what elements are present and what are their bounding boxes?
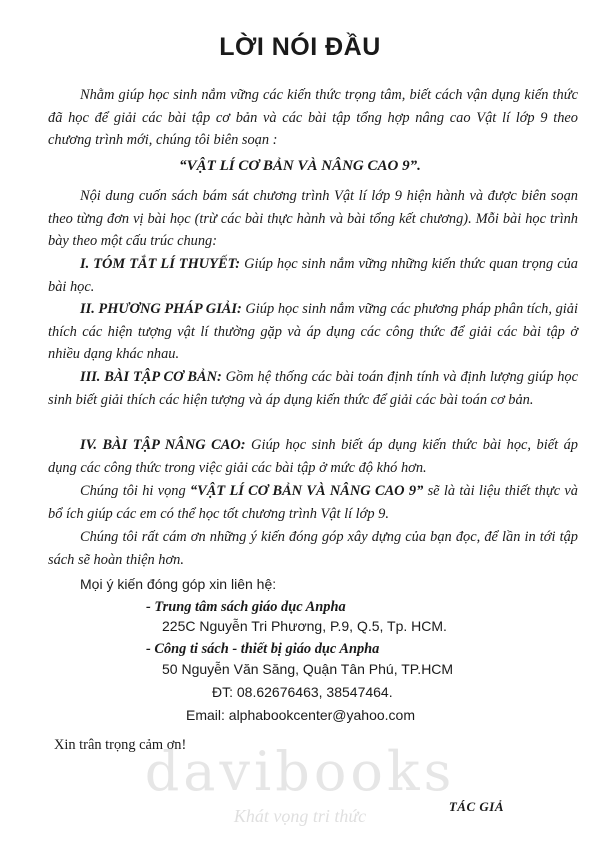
section-4-text: Giúp học sinh biết áp dụng kiến thức bài học, biết áp dụng các công thức trong việc giải các bài tập ở mức độ khó hơn.: [48, 437, 578, 476]
contact-address-1: 225C Nguyễn Tri Phương, P.9, Q.5, Tp. HCM.: [162, 618, 447, 634]
section-4-heading: IV. BÀI TẬP NÂNG CAO:: [80, 437, 246, 453]
section-1-text: Giúp học sinh nắm vững những kiến thức quan trọng của bài học.: [48, 256, 578, 295]
contact-address-2: 50 Nguyễn Văn Săng, Quận Tân Phú, TP.HCM: [162, 661, 454, 677]
section-2-heading: II. PHƯƠNG PHÁP GIẢI:: [80, 301, 242, 317]
section-2: [48, 298, 578, 366]
contact-email[interactable]: Email: alphabookcenter@yahoo.com: [186, 707, 416, 723]
author-signature: TÁC GIẢ: [448, 799, 504, 814]
contact-org-1: - Trung tâm sách giáo dục Anpha: [146, 599, 346, 615]
book-name: “VẬT LÍ CƠ BẢN VÀ NÂNG CAO 9”.: [179, 158, 421, 174]
section-2-text: Giúp học sinh nắm vững các phương pháp phân tích, giải thích các hiện tượng vật lí thường gặp và áp dụng các công thức để giải các bài tập ở nhiều dạng khác nhau.: [48, 301, 578, 362]
hope-paragraph: [48, 480, 578, 525]
section-3: [48, 366, 578, 411]
hope-text-before: Chúng tôi hi vọng: [80, 483, 190, 499]
contact-phone: ĐT: 08.62676463, 38547464.: [212, 684, 393, 700]
section-1-heading: I. TÓM TẮT LÍ THUYẾT:: [80, 256, 241, 272]
intro-paragraph: Nhằm giúp học sinh nắm vững các kiến thức trọng tâm, biết cách vận dụng kiến thức đã học để giải các bài tập cơ bản và các bài tập tổng hợp nâng cao Vật lí lớp 9 theo chương trình mới, chúng tôi biên soạn :: [48, 87, 578, 148]
contact-intro: Mọi ý kiến đóng góp xin liên hệ:: [80, 576, 277, 592]
watermark-brand: davibooks: [144, 740, 456, 803]
contact-org-2: - Công ti sách - thiết bị giáo dục Anpha: [146, 641, 380, 657]
section-3-heading: III. BÀI TẬP CƠ BẢN:: [80, 369, 222, 385]
section-3-text: Gồm hệ thống các bài toán định tính và định lượng giúp học sinh biết giải thích các hiện tượng và áp dụng kiến thức để giải các bài toán cơ bản.: [48, 369, 578, 408]
closing-text: Xin trân trọng cảm ơn!: [54, 737, 187, 753]
section-4: [48, 434, 578, 479]
hope-book-name: “VẬT LÍ CƠ BẢN VÀ NÂNG CAO 9”: [189, 483, 424, 499]
thanks-paragraph: Chúng tôi rất cám ơn những ý kiến đóng góp xây dựng của bạn đọc, để lần in tới tập sách sẽ hoàn thiện hơn.: [48, 529, 578, 568]
page-title: LỜI NÓI ĐẦU: [219, 33, 381, 61]
hope-text-after: sẽ là tài liệu thiết thực và bổ ích giúp các em có thể học tốt chương trình Vật lí lớp 9.: [48, 483, 578, 522]
section-1: [48, 253, 578, 298]
watermark-slogan: Khát vọng tri thức: [233, 806, 367, 826]
content-paragraph: Nội dung cuốn sách bám sát chương trình Vật lí lớp 9 hiện hành và được biên soạn theo từng đơn vị bài học (trừ các bài thực hành và bài tổng kết chương). Mỗi bài học trình bày theo một cấu trúc chung:: [48, 188, 578, 249]
